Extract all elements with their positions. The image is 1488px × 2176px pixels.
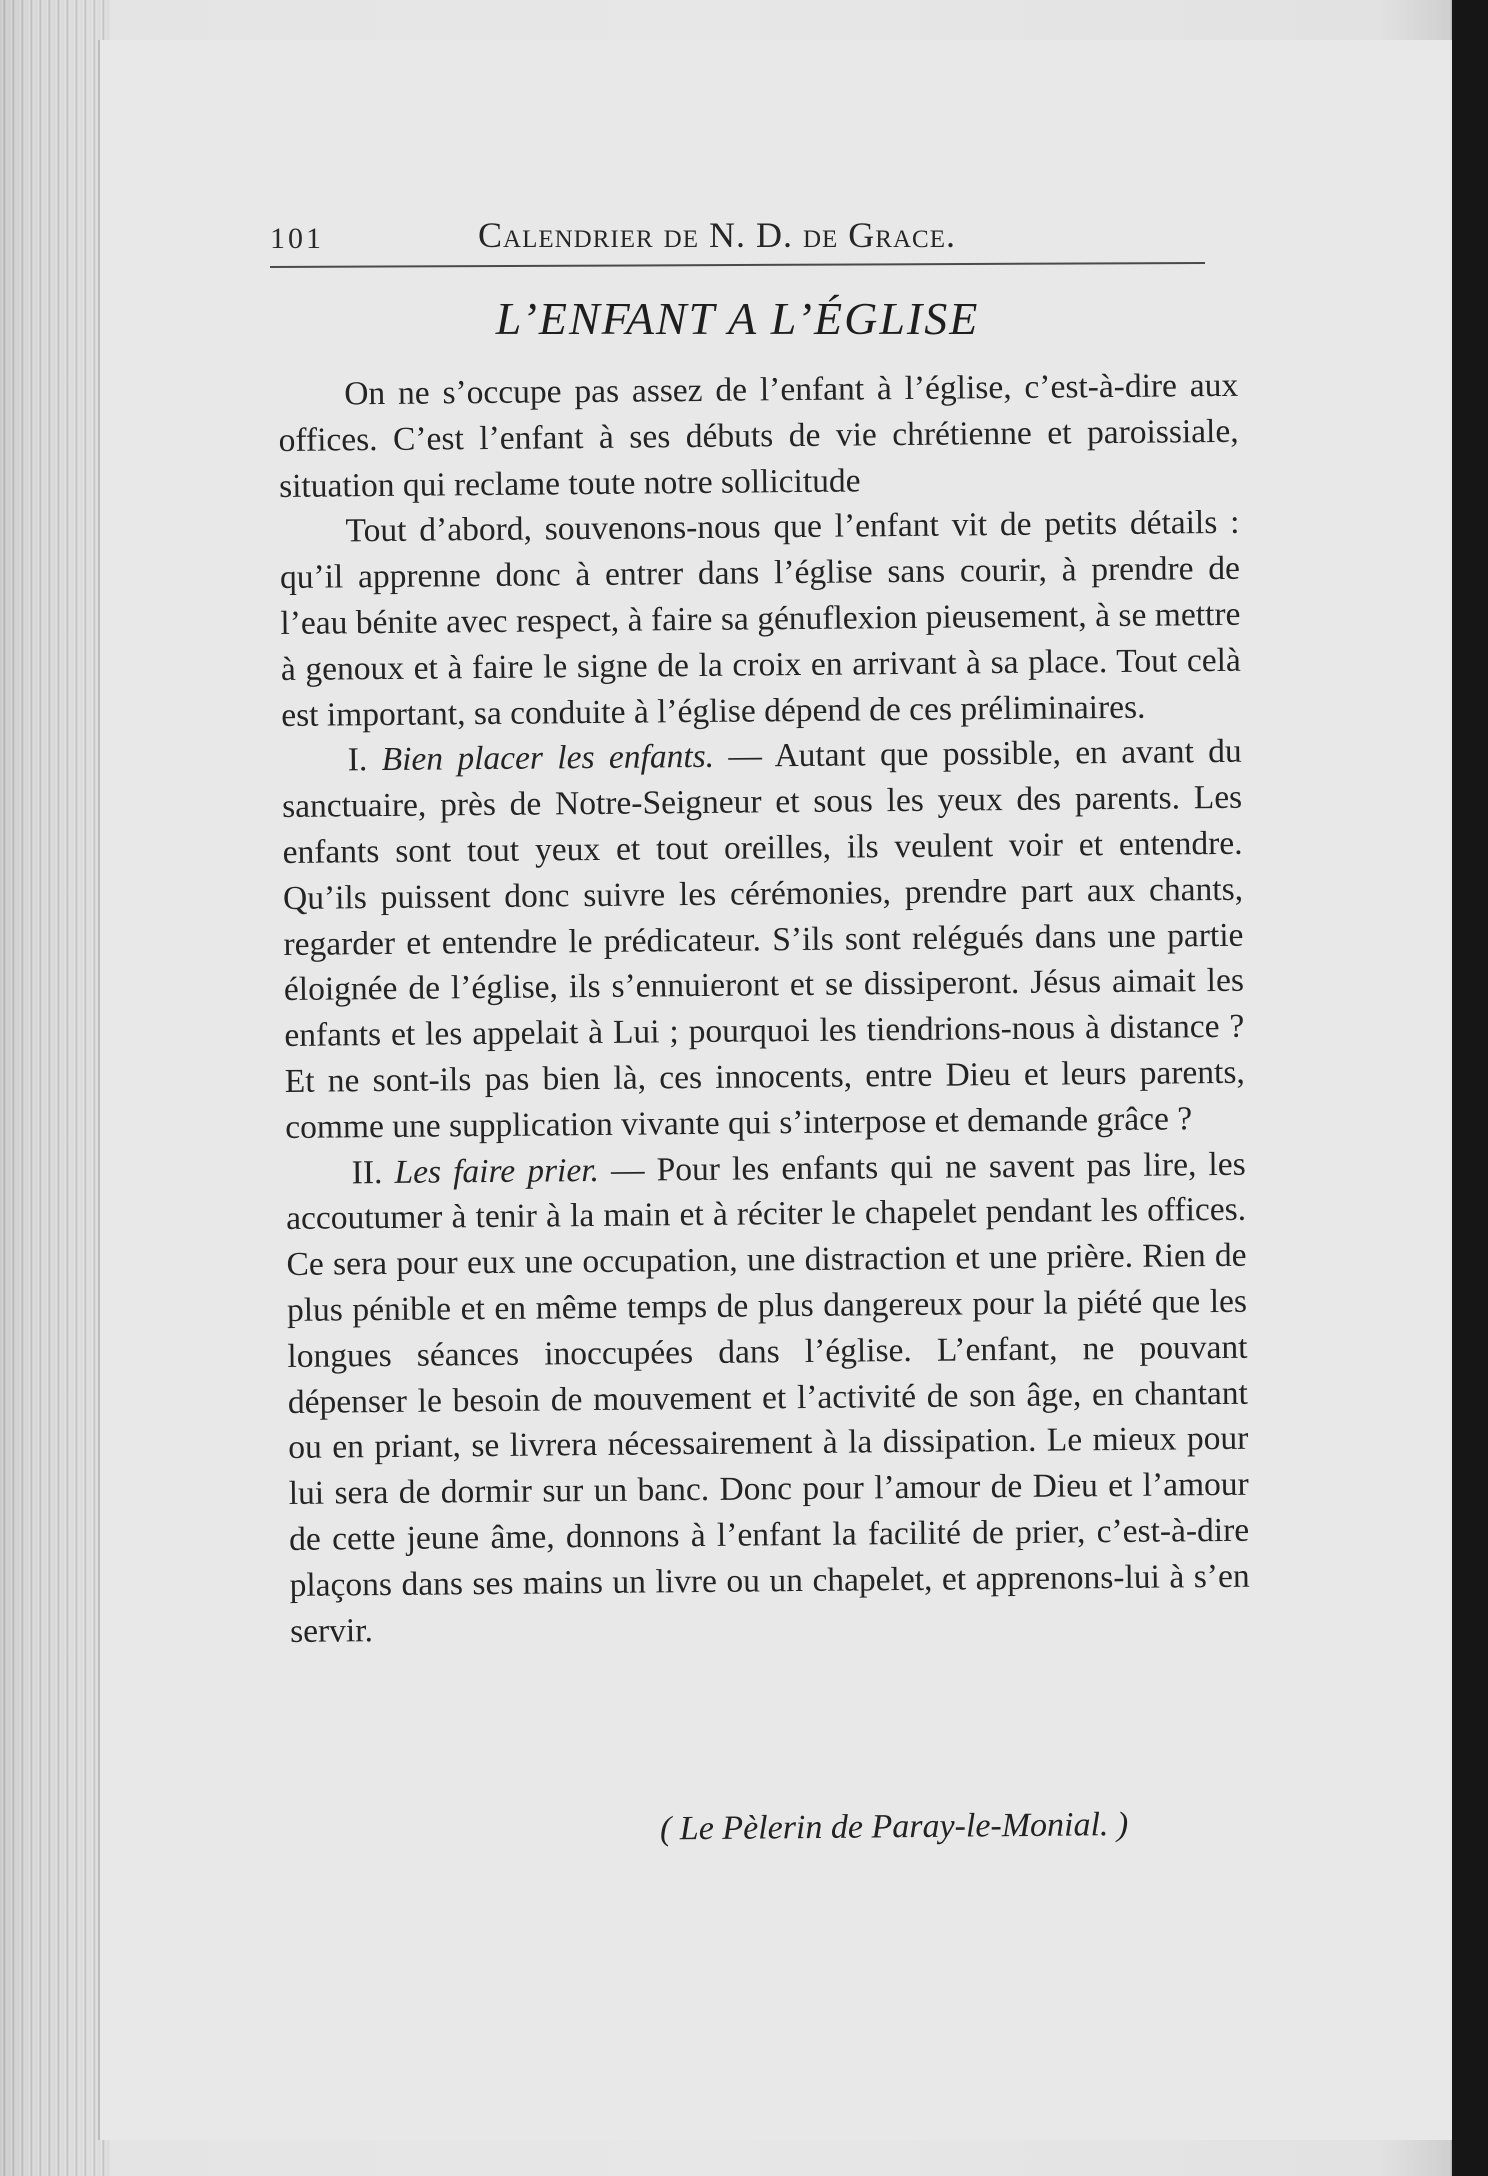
paragraph-intro: On ne s’occupe pas assez de l’enfant à l’église, c’est-à-dire aux offices. C’est l’enfant à ses débuts de vie chrétienne et paroissiale, situation qui reclame toute notre sollicitude xyxy=(278,366,1239,505)
article-body xyxy=(278,363,1250,1654)
section-2-heading: Les faire prier. xyxy=(394,1151,600,1191)
scan-dark-edge xyxy=(1452,0,1488,2176)
page-number: 101 xyxy=(270,222,324,255)
page-stack-edge xyxy=(0,0,110,2176)
section-2-text: — Pour les enfants qui ne savent pas lire, les accoutumer à tenir à la main et à réciter le chapelet pendant les offices. Ce sera pour eux une occupation, une distraction et une prière. Rien de plus pénible et en même temps de plus dangereux pour la piété que les longues séances inoccupées dans l’église. L’enfant, ne pouvant dépenser le besoin de mouvement et l’activité de son âge, en chantant ou en priant, se livrera nécessairement à la dissipation. Le mieux pour lui sera de dormir sur un banc. Donc pour l’amour de Dieu et l’amour de cette jeune âme, donnons à l’enfant la facilité de prier, c’est-à-dire plaçons dans ses mains un livre ou un chapelet, et apprenons-lui à s’en servir. xyxy=(285,1145,1250,1650)
section-2-number: II. xyxy=(351,1153,383,1191)
running-title: Calendrier de N. D. de Grace. xyxy=(478,215,956,255)
section-1-number: I. xyxy=(347,741,368,779)
paragraph-section-1 xyxy=(282,729,1246,1150)
article-source: ( Le Pèlerin de Paray-le-Monial. ) xyxy=(659,1806,1129,1848)
section-1-text: — Autant que possible, en avant du sanctuaire, près de Notre-Seigneur et sous les yeux des parents. Les enfants sont tout yeux et tout oreilles, ils veulent voir et entendre. Qu’ils puissent donc suivre les cérémonies, prendre part aux chants, regarder et entendre le prédicateur. S’ils sont relégués dans une partie éloignée de l’église, ils s’ennuieront et se dissiperont. Jésus aimait les enfants et les appelait à Lui ; pourquoi les tiendrions-nous à distance ? Et ne sont-ils pas bien là, ces innocents, entre Dieu et leurs parents, comme une supplication vivante qui s’interpose et demande grâce ? xyxy=(281,733,1245,1146)
paragraph-details: Tout d’abord, souvenons-nous que l’enfant vit de petits détails : qu’il apprenne donc à entrer dans l’église sans courir, à prendre de l’eau bénite avec respect, à faire sa génuflexion pieusement, à se mettre à genoux et à faire le signe de la croix en arrivant à sa place. Tout celà est important, sa conduite à l’église dépend de ces préliminaires. xyxy=(279,504,1241,734)
section-1-heading: Bien placer les enfants. xyxy=(381,738,715,779)
page-header xyxy=(270,214,1205,264)
paragraph-section-2 xyxy=(285,1141,1250,1654)
article-title: L’ENFANT A L’ÉGLISE xyxy=(495,293,980,344)
